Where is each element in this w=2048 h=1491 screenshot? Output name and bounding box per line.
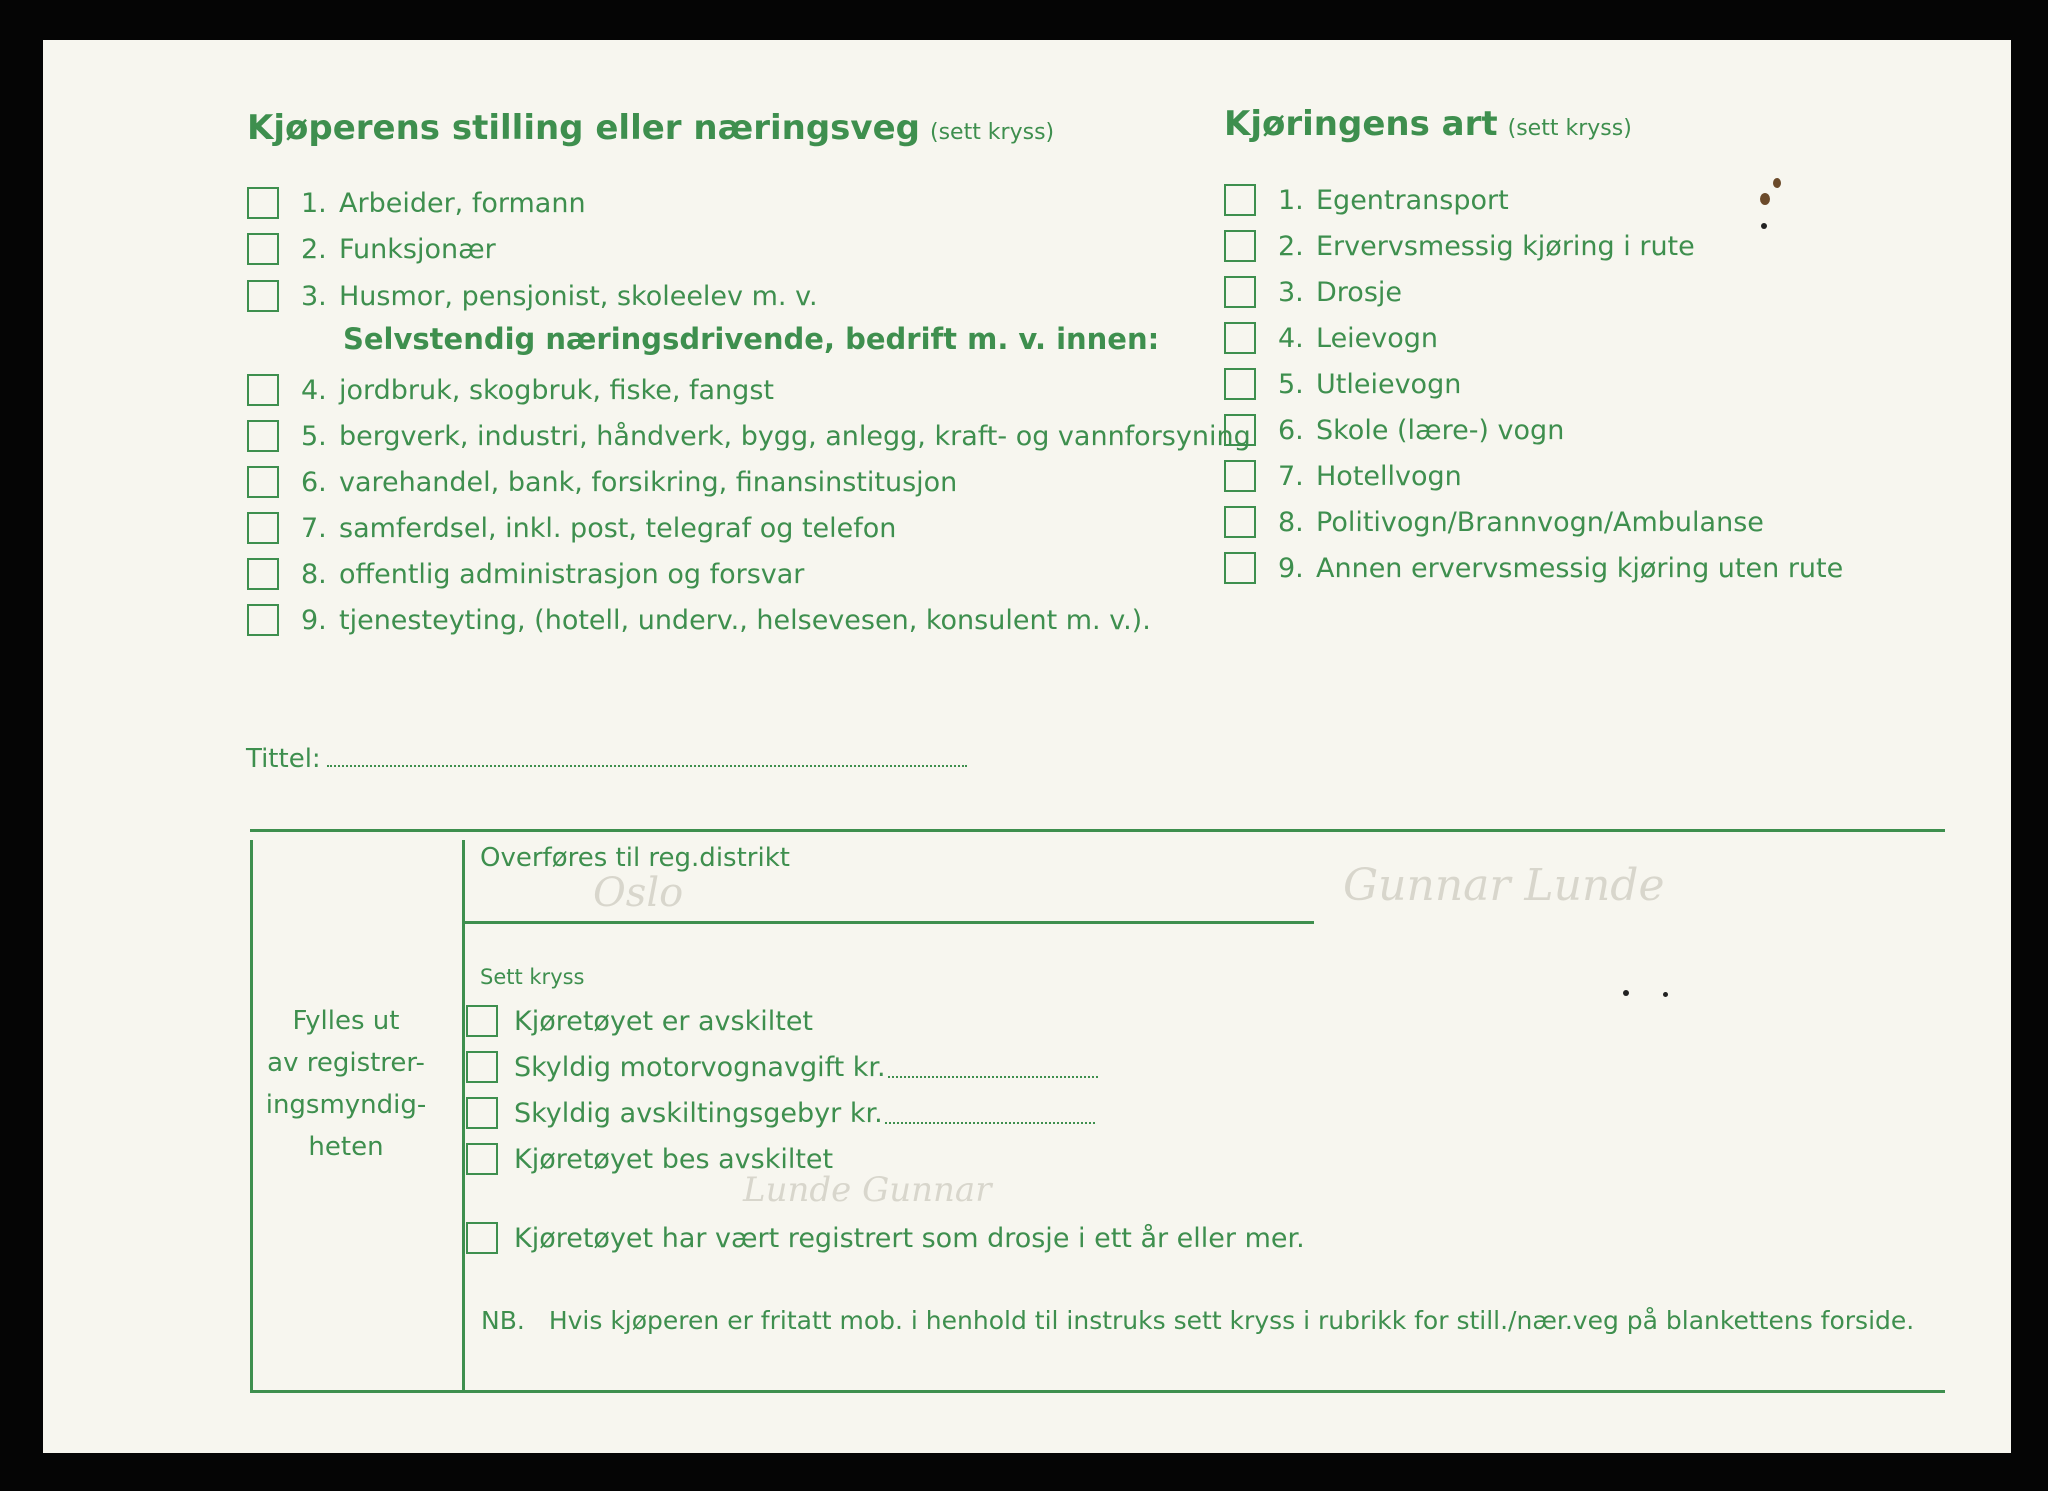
box-top-border	[250, 829, 1945, 832]
stain-spot	[1761, 223, 1767, 229]
buyer-occupation-hint: (sett kryss)	[929, 120, 1055, 145]
option-number: 3.	[1278, 276, 1304, 308]
option-label: Skole (lære-) vogn	[1316, 414, 1565, 446]
title-field[interactable]	[246, 744, 967, 774]
checkbox[interactable]	[1224, 552, 1256, 584]
authority-label	[256, 1000, 436, 1168]
checkbox[interactable]	[1224, 506, 1256, 538]
checkbox[interactable]	[247, 374, 279, 406]
option-label: jordbruk, skogbruk, fiske, fangst	[339, 374, 774, 406]
checkbox[interactable]	[247, 280, 279, 312]
nb-text: Hvis kjøperen er fritatt mob. i henhold til instruks sett kryss i rubrikk for still./nær.veg på blankettens forside.	[548, 1306, 1915, 1335]
nb-note	[481, 1306, 1914, 1335]
driving-option-1[interactable]	[1224, 180, 1509, 220]
option-label: Utleievogn	[1316, 368, 1462, 400]
driving-option-6[interactable]	[1224, 410, 1564, 450]
driving-option-7[interactable]	[1224, 456, 1462, 496]
bleed-through-handwriting: Gunnar Lunde	[1343, 860, 1665, 911]
buyer-occupation-heading	[247, 108, 1054, 148]
option-number: 7.	[1278, 460, 1304, 492]
driving-option-5[interactable]	[1224, 364, 1461, 404]
occupation-option-7[interactable]	[247, 508, 896, 548]
driving-option-9[interactable]	[1224, 548, 1843, 588]
checkbox[interactable]	[466, 1143, 498, 1175]
authority-label-line: av registrer-	[267, 1048, 425, 1078]
occupation-option-8[interactable]	[247, 554, 804, 594]
driving-option-4[interactable]	[1224, 318, 1438, 358]
occupation-option-3[interactable]	[247, 276, 818, 316]
check-label: Kjøretøyet bes avskiltet	[514, 1143, 834, 1175]
checkbox[interactable]	[1224, 184, 1256, 216]
authority-label-line: Fylles ut	[292, 1006, 400, 1036]
title-field-label: Tittel:	[246, 744, 321, 774]
handwritten-district: Oslo	[593, 870, 684, 916]
box-bottom-border	[250, 1390, 1945, 1393]
driving-type-title: Kjøringens art	[1224, 104, 1498, 144]
driving-type-hint: (sett kryss)	[1507, 116, 1632, 141]
option-number: 8.	[1278, 506, 1304, 538]
option-label: Ervervsmessig kjøring i rute	[1316, 230, 1695, 262]
option-number: 4.	[301, 374, 327, 406]
check-plate-fee[interactable]	[466, 1093, 1095, 1133]
driving-option-8[interactable]	[1224, 502, 1764, 542]
option-label: bergverk, industri, håndverk, bygg, anlegg, kraft- og vannforsyning	[339, 420, 1251, 452]
option-label: Funksjonær	[339, 233, 496, 265]
option-number: 1.	[301, 187, 327, 219]
authority-label-line: heten	[308, 1132, 384, 1162]
checkbox[interactable]	[1224, 414, 1256, 446]
occupation-option-5[interactable]	[247, 416, 1251, 456]
box-left-border	[250, 840, 253, 1390]
checkbox[interactable]	[247, 187, 279, 219]
occupation-option-1[interactable]	[247, 183, 586, 223]
checkbox[interactable]	[247, 420, 279, 452]
option-label: tjenesteyting, (hotell, underv., helsevesen, konsulent m. v.).	[339, 604, 1151, 636]
driving-type-heading	[1224, 104, 1632, 144]
option-number: 3.	[301, 280, 327, 312]
option-number: 2.	[301, 233, 327, 265]
checkbox[interactable]	[247, 233, 279, 265]
occupation-option-4[interactable]	[247, 370, 774, 410]
check-deregistered[interactable]	[466, 1001, 813, 1041]
option-label: Arbeider, formann	[339, 187, 586, 219]
option-number: 7.	[301, 512, 327, 544]
check-motor-fee[interactable]	[466, 1047, 1098, 1087]
amount-line[interactable]	[885, 1102, 1095, 1124]
option-label: Annen ervervsmessig kjøring uten rute	[1316, 552, 1844, 584]
checkbox[interactable]	[466, 1051, 498, 1083]
occupation-option-6[interactable]	[247, 462, 957, 502]
checkbox[interactable]	[247, 558, 279, 590]
checkbox[interactable]	[247, 512, 279, 544]
driving-option-3[interactable]	[1224, 272, 1402, 312]
transfer-underline	[464, 921, 1314, 924]
sett-kryss-label: Sett kryss	[480, 965, 585, 989]
option-label: Egentransport	[1316, 184, 1509, 216]
option-number: 9.	[301, 604, 327, 636]
checkbox[interactable]	[1224, 276, 1256, 308]
form-sheet	[43, 40, 2011, 1453]
check-label: Kjøretøyet har vært registrert som drosje i ett år eller mer.	[514, 1222, 1305, 1254]
amount-line[interactable]	[888, 1056, 1098, 1078]
occupation-option-2[interactable]	[247, 229, 496, 269]
checkbox[interactable]	[1224, 368, 1256, 400]
checkbox[interactable]	[466, 1097, 498, 1129]
stain-spot	[1760, 193, 1770, 205]
authority-label-line: ingsmyndig-	[265, 1090, 427, 1120]
option-label: varehandel, bank, forsikring, finansinstitusjon	[339, 466, 958, 498]
checkbox[interactable]	[466, 1005, 498, 1037]
option-number: 2.	[1278, 230, 1304, 262]
stain-spot	[1773, 178, 1781, 188]
checkbox[interactable]	[247, 604, 279, 636]
option-number: 4.	[1278, 322, 1304, 354]
option-label: samferdsel, inkl. post, telegraf og telefon	[339, 512, 897, 544]
checkbox[interactable]	[1224, 322, 1256, 354]
option-label: offentlig administrasjon og forsvar	[339, 558, 805, 590]
option-number: 6.	[1278, 414, 1304, 446]
option-number: 5.	[301, 420, 327, 452]
option-number: 9.	[1278, 552, 1304, 584]
option-label: Leievogn	[1316, 322, 1439, 354]
self-employed-subheading: Selvstendig næringsdrivende, bedrift m. v. innen:	[343, 322, 1160, 356]
check-label: Kjøretøyet er avskiltet	[514, 1005, 814, 1037]
option-label: Hotellvogn	[1316, 460, 1462, 492]
stain-spot	[1663, 992, 1668, 997]
option-label: Politivogn/Brannvogn/Ambulanse	[1316, 506, 1764, 538]
nb-prefix: NB.	[481, 1306, 525, 1335]
driving-option-2[interactable]	[1224, 226, 1695, 266]
option-number: 5.	[1278, 368, 1304, 400]
option-number: 8.	[301, 558, 327, 590]
transfer-district-label: Overføres til reg.distrikt	[480, 843, 790, 873]
option-label: Husmor, pensjonist, skoleelev m. v.	[339, 280, 818, 312]
option-number: 1.	[1278, 184, 1304, 216]
option-label: Drosje	[1316, 276, 1402, 308]
checkbox[interactable]	[1224, 460, 1256, 492]
bleed-through-handwriting: Lunde Gunnar	[743, 1170, 992, 1210]
checkbox[interactable]	[466, 1222, 498, 1254]
check-label: Skyldig avskiltingsgebyr kr.	[514, 1097, 883, 1129]
check-taxi-year[interactable]	[466, 1218, 1305, 1258]
occupation-option-9[interactable]	[247, 600, 1151, 640]
checkbox[interactable]	[247, 466, 279, 498]
check-label: Skyldig motorvognavgift kr.	[514, 1051, 886, 1083]
option-number: 6.	[301, 466, 327, 498]
stain-spot	[1623, 990, 1629, 996]
title-field-line[interactable]	[327, 745, 967, 767]
checkbox[interactable]	[1224, 230, 1256, 262]
buyer-occupation-title: Kjøperens stilling eller næringsveg	[247, 108, 920, 148]
